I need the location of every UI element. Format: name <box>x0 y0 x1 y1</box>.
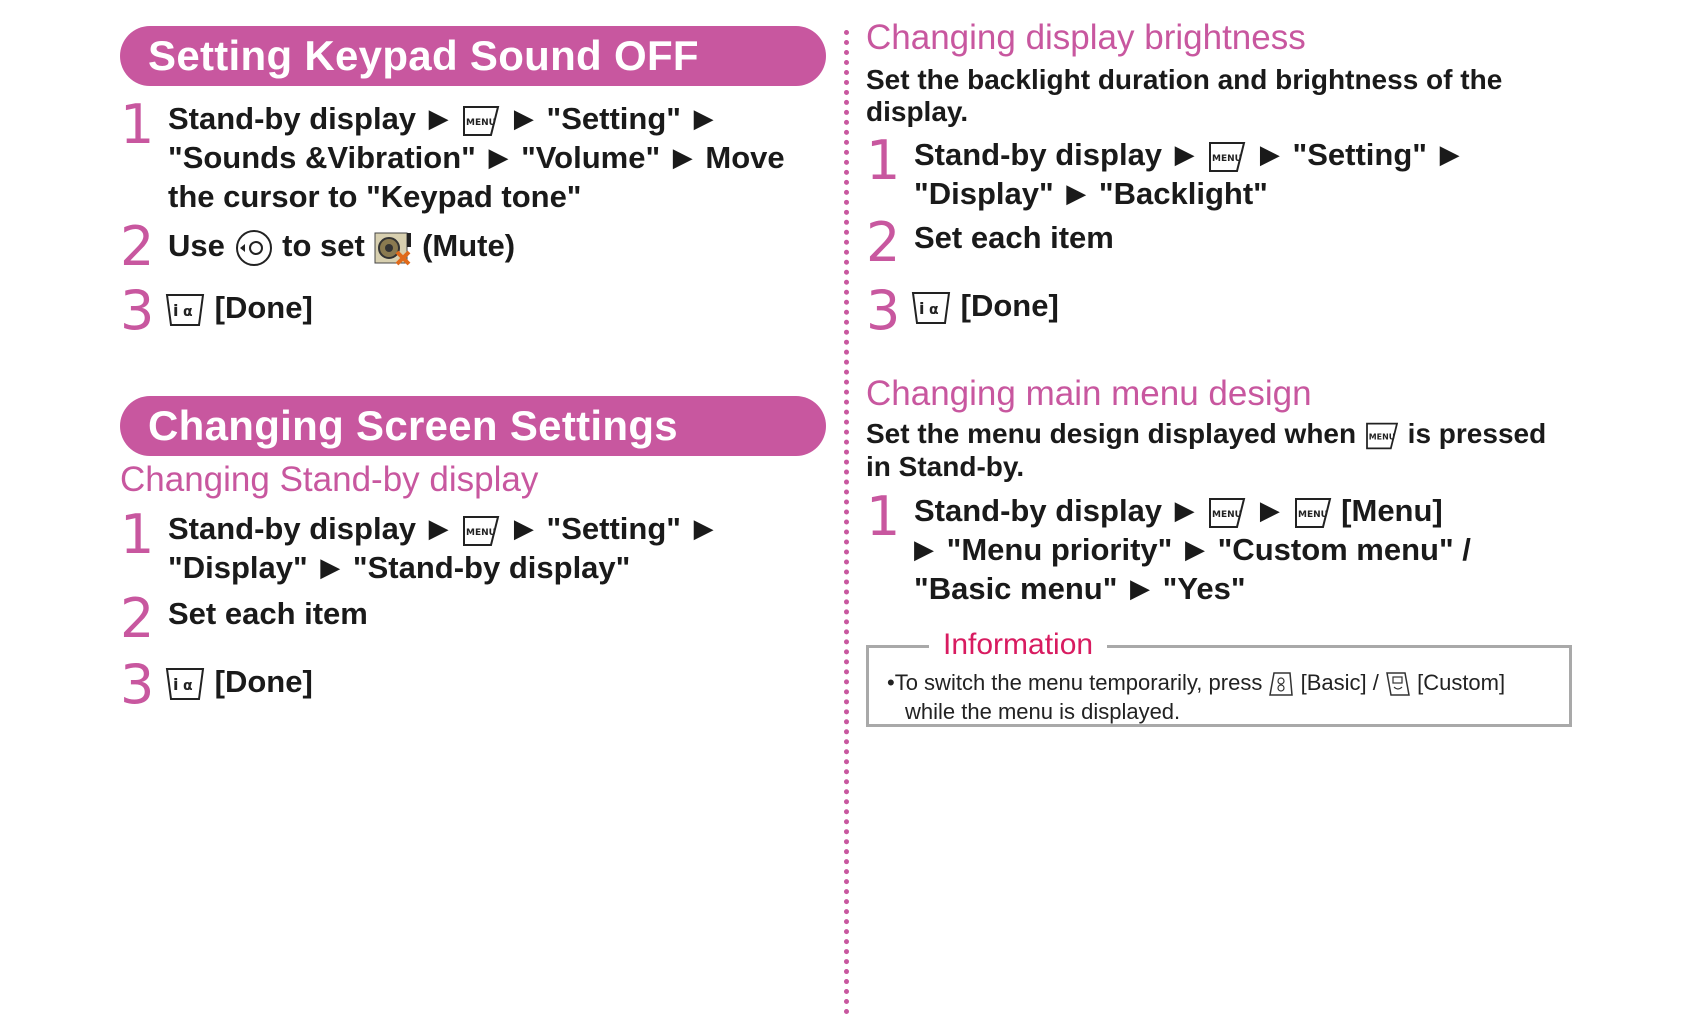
menu-design-subtitle: Changing main menu design <box>866 374 1312 413</box>
menu-key-icon <box>461 104 501 138</box>
mute-speaker-icon <box>373 230 413 266</box>
svg-text:i: i <box>173 300 179 320</box>
arrow-icon: ▶ <box>1066 178 1087 208</box>
svg-text:MENU: MENU <box>1368 432 1396 442</box>
svg-text:i: i <box>919 298 925 318</box>
step-number: 2 <box>120 215 155 278</box>
brightness-subtitle: Changing display brightness <box>866 18 1306 57</box>
menu-key-icon <box>1364 421 1400 451</box>
information-box <box>866 628 1572 727</box>
svg-text:α: α <box>183 303 193 320</box>
menu-key-icon <box>1293 496 1333 530</box>
arrow-icon: ▶ <box>428 513 449 543</box>
arrow-icon: ▶ <box>1130 573 1151 603</box>
navigation-key-icon <box>234 228 274 268</box>
arrow-icon: ▶ <box>1439 139 1460 169</box>
keypad-sound-section-title: Setting Keypad Sound OFF <box>120 26 826 86</box>
svg-text:MENU: MENU <box>1297 509 1328 520</box>
arrow-icon: ▶ <box>914 534 934 564</box>
step-number: 1 <box>866 485 901 548</box>
svg-text:MENU: MENU <box>466 117 497 128</box>
menu-key-icon <box>461 514 501 548</box>
svg-text:MENU: MENU <box>1212 153 1243 164</box>
standby-subtitle: Changing Stand-by display <box>120 460 539 499</box>
i-alpha-key-icon <box>164 666 206 702</box>
arrow-icon: ▶ <box>1259 495 1280 525</box>
menu-key-icon <box>1207 140 1247 174</box>
brightness-lead: Set the backlight duration and brightness of the display. <box>866 64 1503 127</box>
svg-text:i: i <box>173 674 179 694</box>
arrow-icon: ▶ <box>513 513 534 543</box>
step-number: 2 <box>866 211 901 274</box>
arrow-icon: ▶ <box>428 103 449 133</box>
arrow-icon: ▶ <box>1174 495 1195 525</box>
step-number: 1 <box>866 129 901 192</box>
camera-key-icon <box>1268 671 1294 697</box>
step-number: 1 <box>120 93 155 156</box>
svg-text:MENU: MENU <box>466 527 497 538</box>
bullet: • <box>887 670 895 695</box>
screen-settings-section-title: Changing Screen Settings <box>120 396 826 456</box>
step-number: 1 <box>120 503 155 566</box>
svg-text:α: α <box>929 301 939 318</box>
arrow-icon: ▶ <box>1184 534 1205 564</box>
information-text: •To switch the menu temporarily, press [Basic] / [Custom] while the menu is displayed. <box>887 670 1506 725</box>
arrow-icon: ▶ <box>488 142 509 172</box>
menu-key-icon <box>1207 496 1247 530</box>
column-divider <box>844 30 849 1015</box>
arrow-icon: ▶ <box>693 103 714 133</box>
svg-text:MENU: MENU <box>1212 509 1243 520</box>
arrow-icon: ▶ <box>672 142 693 172</box>
arrow-icon: ▶ <box>1259 139 1280 169</box>
menu-design-lead: Set the menu design displayed when MENU is pressed in Stand-by. <box>866 418 1547 482</box>
svg-text:α: α <box>183 677 193 694</box>
arrow-icon: ▶ <box>513 103 534 133</box>
arrow-icon: ▶ <box>320 552 341 582</box>
step-number: 3 <box>120 653 155 716</box>
step-number: 2 <box>120 587 155 650</box>
step-number: 3 <box>866 279 901 342</box>
step-number: 3 <box>120 279 155 342</box>
mail-key-icon <box>1385 671 1411 697</box>
arrow-icon: ▶ <box>1174 139 1195 169</box>
arrow-icon: ▶ <box>693 513 714 543</box>
i-alpha-key-icon <box>910 290 952 326</box>
i-alpha-key-icon <box>164 292 206 328</box>
information-label: Information <box>929 626 1107 664</box>
